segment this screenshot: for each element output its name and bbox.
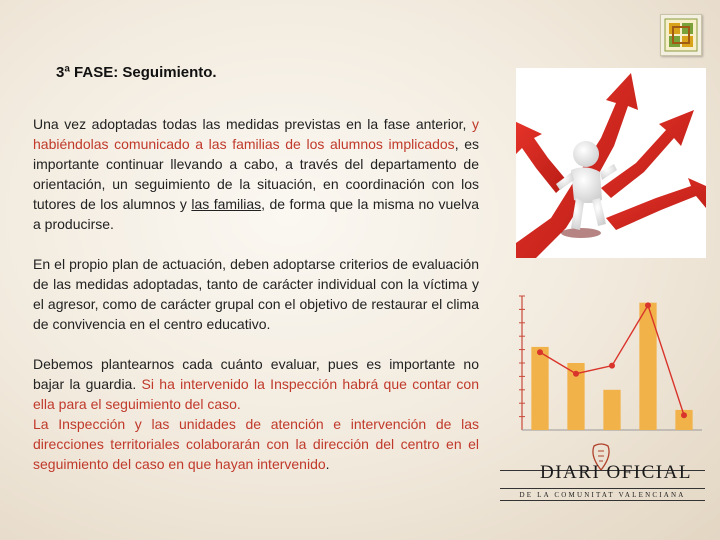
paragraph-follow-up: [33, 114, 479, 234]
chart-line-point: [537, 349, 543, 355]
logo-title: DIARI OFICIAL: [540, 462, 692, 483]
chart-line-point: [645, 302, 651, 308]
paragraph-evaluation-frequency: [33, 354, 479, 474]
paragraph-evaluation-criteria: En el propio plan de actuación, deben adoptarse criterios de evaluación de las medidas adoptadas, tanto de carácter individual con la víctima y el agresor, como de carácter grupal con el objetivo de restaurar el clima de convivencia en el centro educativo.: [33, 256, 479, 332]
logo-subtitle: DE LA COMUNITAT VALENCIANA: [519, 491, 686, 499]
page-title: 3ª FASE: Seguimiento.: [56, 64, 217, 81]
diari-oficial-logo: [500, 440, 705, 500]
chart-bar: [531, 347, 548, 430]
logo-rule-mid: [500, 488, 705, 489]
chart-line-point: [573, 371, 579, 377]
line-bar-chart: [508, 288, 708, 438]
text-underlined: las familias: [191, 196, 262, 212]
text-segment: , es importante continuar llevando a cabo, a través del departamento de orientación, un seguimiento de la situación, en coordinación con los tutores de los alumnos y: [33, 136, 479, 212]
text-segment: Debemos plantearnos cada cuánto evaluar, pues es importante no bajar la guardia.: [33, 356, 479, 392]
arrows-illustration: [516, 68, 706, 258]
chart-line-point: [681, 412, 687, 418]
text-segment: Una vez adoptadas todas las medidas previstas en la fase anterior,: [33, 116, 472, 132]
text-segment: .: [325, 456, 330, 472]
top-right-logo: [660, 14, 702, 56]
text-segment: , de forma que la misma no vuelva a producirse.: [33, 196, 479, 232]
chart-bar: [603, 390, 620, 430]
text-highlight: y habiéndolas comunicado a las familias de los alumnos implicados: [33, 116, 479, 152]
slide-body: [33, 114, 479, 474]
logo-rule-bottom: [500, 500, 705, 501]
text-highlight: La Inspección y las unidades de atención e intervención de las direcciones territoriales colaborarán con la dirección del centro en el seguimiento del caso en que hayan intervenido: [33, 416, 479, 472]
chart-line-point: [609, 363, 615, 369]
text-highlight: Si ha intervenido la Inspección habrá que contar con ella para el seguimiento del caso.: [33, 376, 479, 412]
